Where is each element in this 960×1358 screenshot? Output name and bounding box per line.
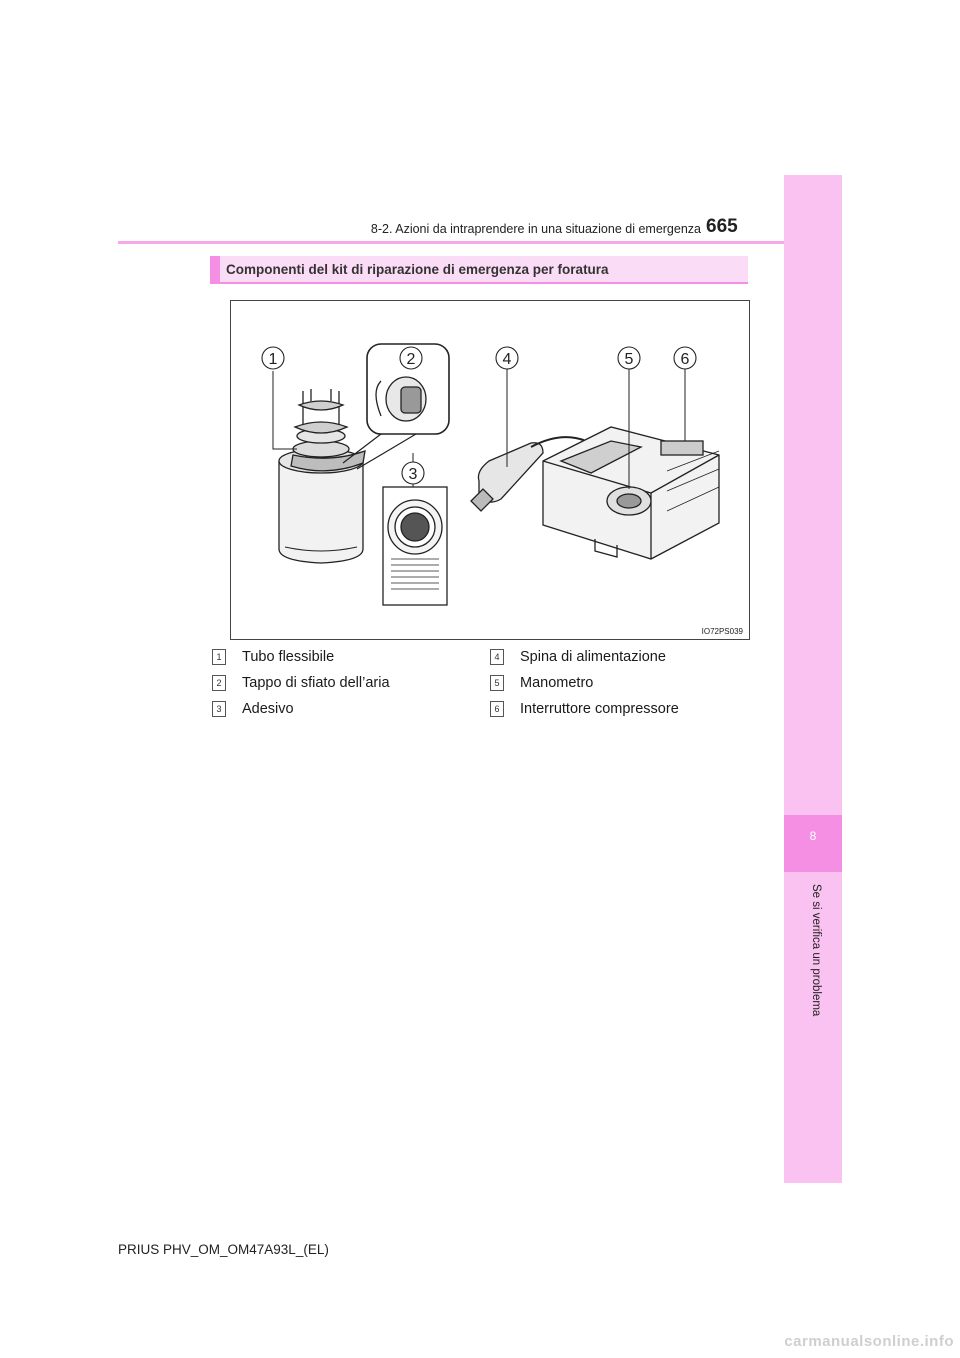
section-title-accent <box>210 256 220 282</box>
svg-text:4: 4 <box>502 351 512 368</box>
legend-item-1 <box>212 648 334 666</box>
callout-2 <box>400 347 422 369</box>
callout-1 <box>262 347 284 369</box>
watermark: carmanualsonline.info <box>784 1333 954 1350</box>
vent-cap-inset <box>343 344 449 469</box>
legend-item-2 <box>212 674 390 692</box>
chapter-number: 8 <box>809 829 817 843</box>
svg-text:1: 1 <box>268 351 278 368</box>
legend-item-4 <box>490 648 666 666</box>
legend-number-badge: 1 <box>212 649 226 665</box>
callout-4 <box>496 347 518 369</box>
figure-code: IO72PS039 <box>701 627 743 636</box>
section-path: 8-2. Azioni da intraprendere in una situazione di emergenza <box>370 222 701 236</box>
chapter-title: Se si verifica un problema <box>810 884 822 1017</box>
legend-label: Tappo di sfiato dell’aria <box>242 675 390 691</box>
compressor-drawing <box>543 363 719 559</box>
kit-illustration <box>231 301 751 641</box>
callout-5 <box>618 347 640 369</box>
legend-number-badge: 5 <box>490 675 504 691</box>
header-divider <box>118 241 784 244</box>
callout-3 <box>402 462 424 484</box>
sealant-bottle-drawing <box>279 389 365 563</box>
section-title: Componenti del kit di riparazione di emergenza per foratura <box>226 262 609 277</box>
legend-label: Spina di alimentazione <box>520 649 666 665</box>
legend-item-6 <box>490 700 679 718</box>
page-number: 665 <box>706 216 738 237</box>
legend-number-badge: 6 <box>490 701 504 717</box>
chapter-tab-active-marker[interactable] <box>784 815 842 872</box>
legend-number-badge: 2 <box>212 675 226 691</box>
svg-text:6: 6 <box>680 351 690 368</box>
svg-text:2: 2 <box>406 351 416 368</box>
legend-label: Interruttore compressore <box>520 701 679 717</box>
svg-text:3: 3 <box>408 466 418 483</box>
callout-6 <box>674 347 696 369</box>
svg-text:5: 5 <box>624 351 634 368</box>
legend-number-badge: 3 <box>212 701 226 717</box>
legend-label: Manometro <box>520 675 594 691</box>
document-code: PRIUS PHV_OM_OM47A93L_(EL) <box>118 1242 329 1257</box>
legend-number-badge: 4 <box>490 649 504 665</box>
legend-item-3 <box>212 700 294 718</box>
components-figure <box>230 300 750 640</box>
legend-label: Adesivo <box>242 701 294 717</box>
legend-label: Tubo flessibile <box>242 649 335 665</box>
section-title-bar <box>210 256 748 284</box>
legend-item-5 <box>490 674 593 692</box>
